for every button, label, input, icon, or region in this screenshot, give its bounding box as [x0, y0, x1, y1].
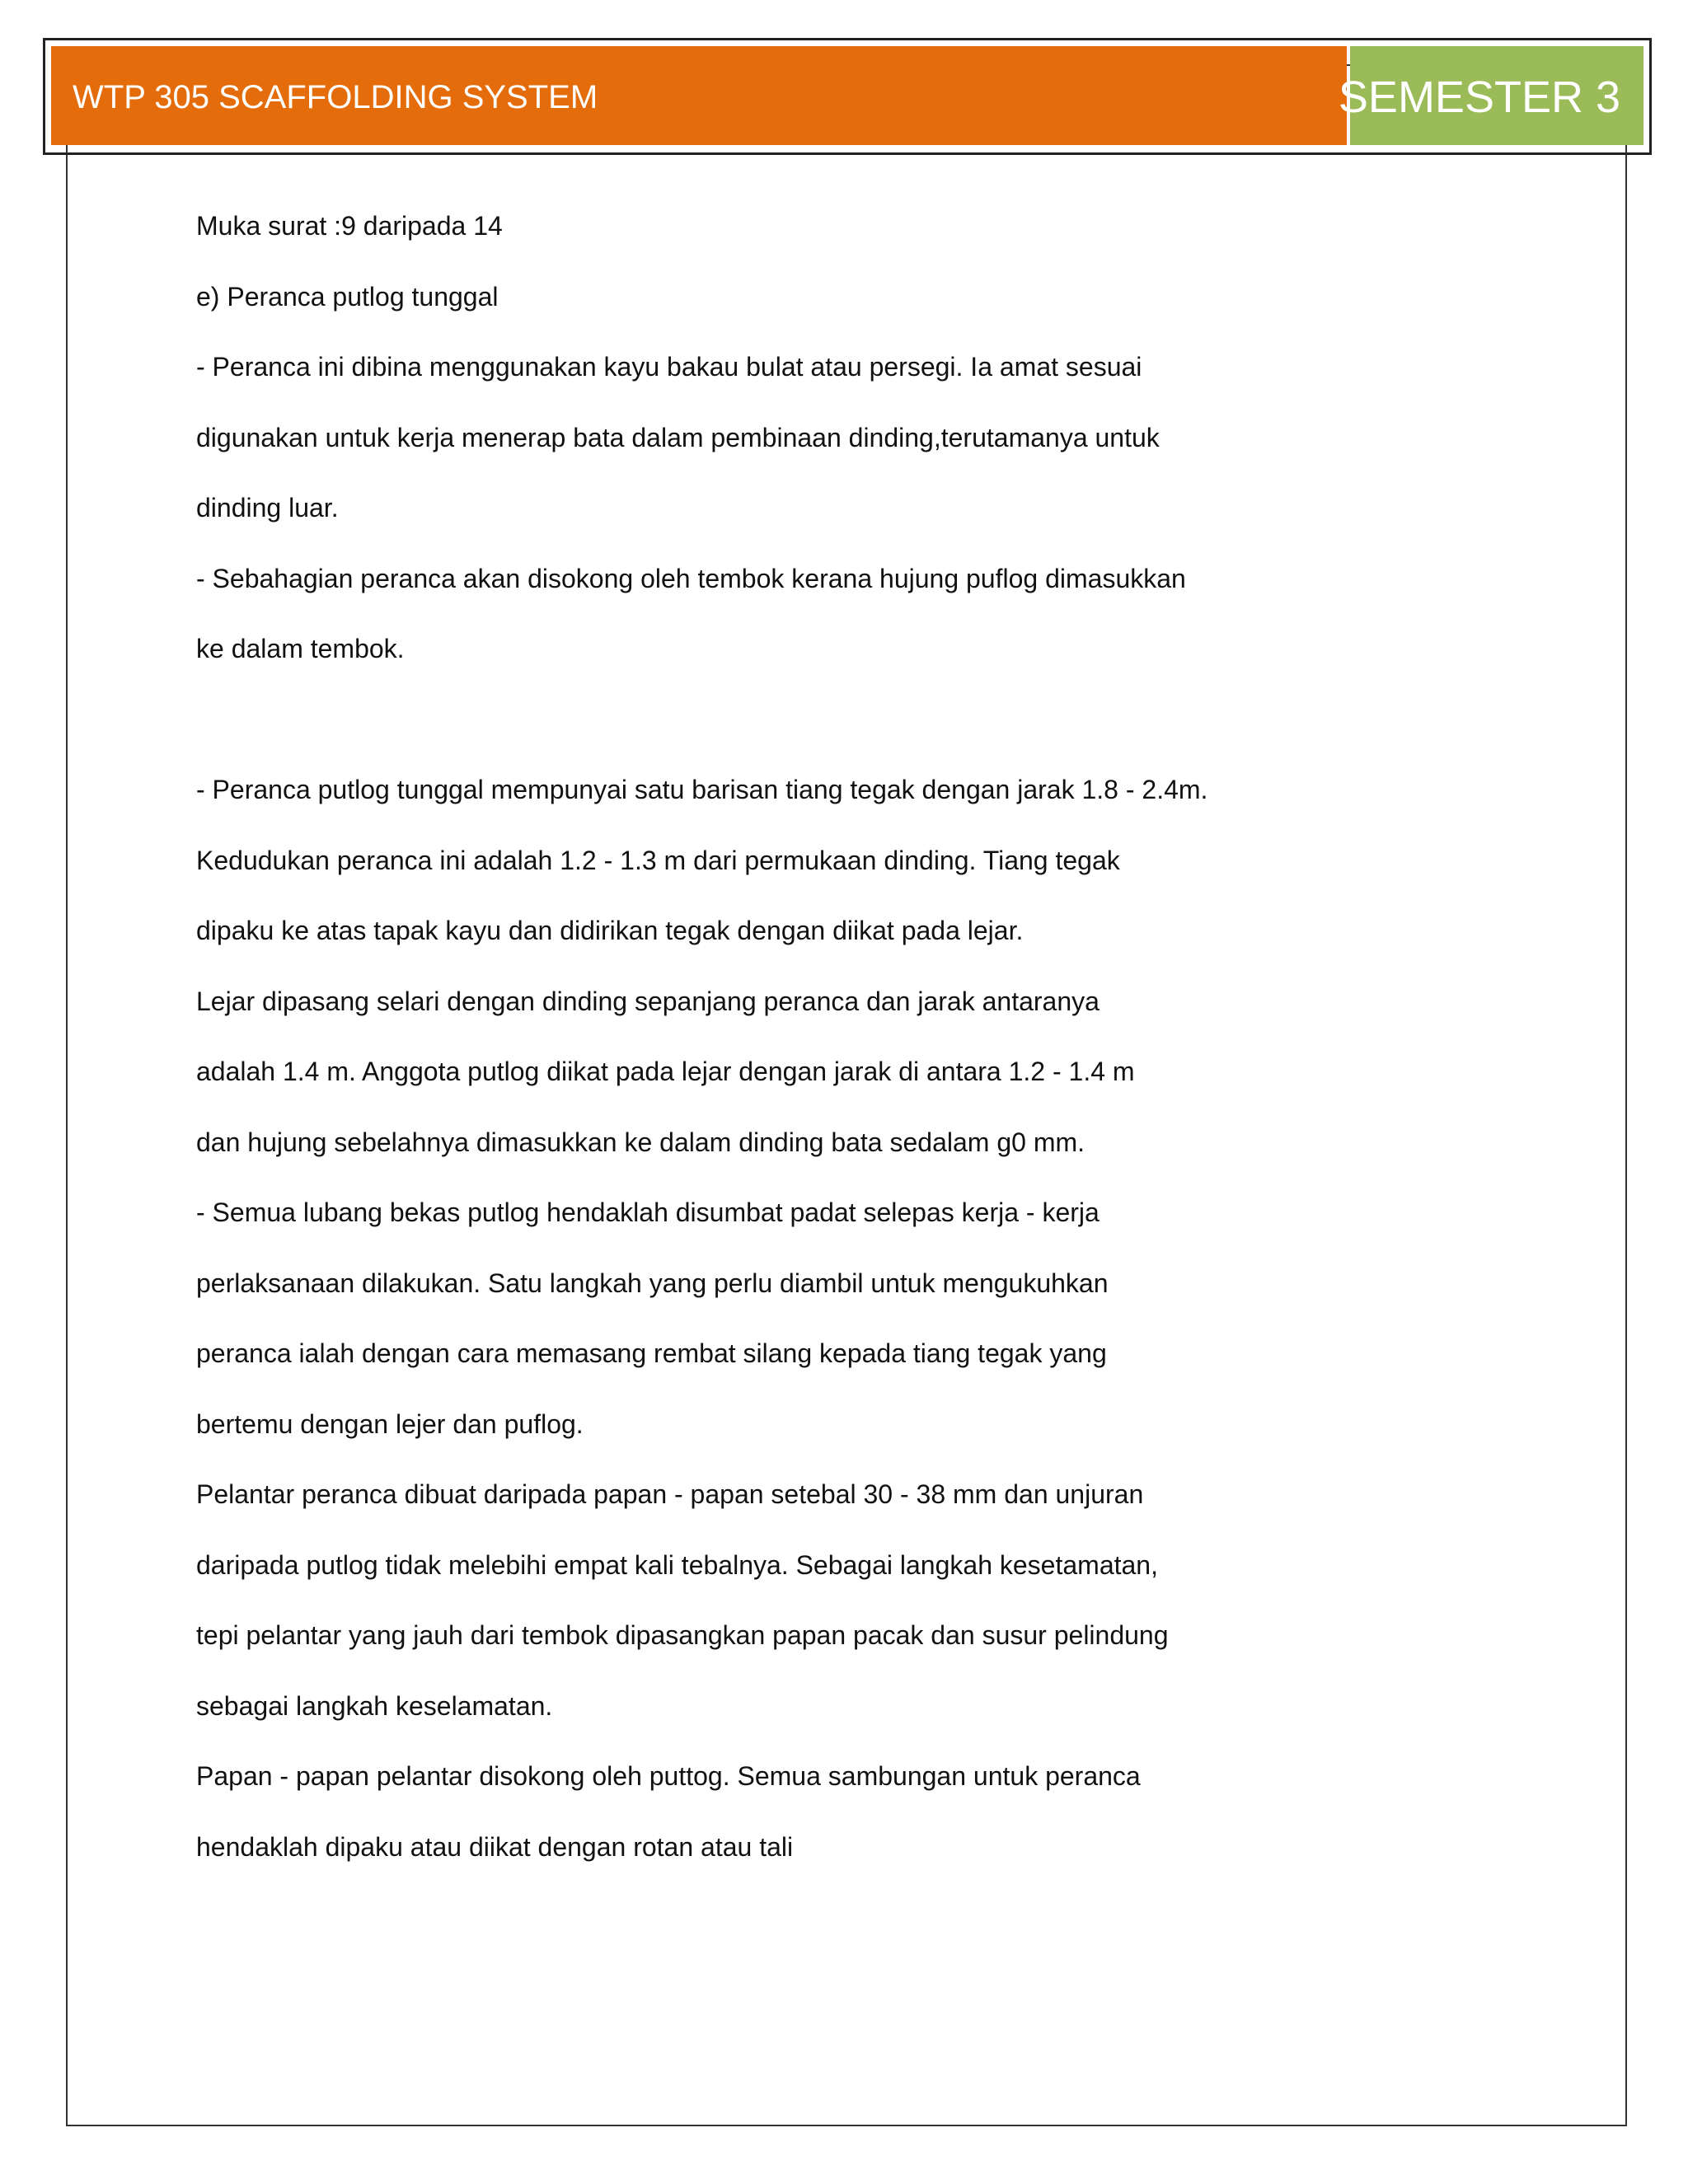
body-line: digunakan untuk kerja menerap bata dalam pembinaan dinding,terutamanya untuk [196, 422, 1160, 452]
body-line: tepi pelantar yang jauh dari tembok dipasangkan papan pacak dan susur pelindung [196, 1620, 1169, 1650]
body-line: dinding luar. [196, 493, 339, 523]
body-line: - Peranca ini dibina menggunakan kayu bakau bulat atau persegi. Ia amat sesuai [196, 352, 1142, 382]
body-line: Papan - papan pelantar disokong oleh puttog. Semua sambungan untuk peranca [196, 1761, 1141, 1791]
body-line: daripada putlog tidak melebihi empat kali tebalnya. Sebagai langkah kesetamatan, [196, 1549, 1158, 1580]
section-heading: e) Peranca putlog tunggal [196, 281, 499, 312]
body-line: - Sebahagian peranca akan disokong oleh tembok kerana hujung puflog dimasukkan [196, 563, 1186, 593]
body-line: ke dalam tembok. [196, 634, 405, 663]
body-line: peranca ialah dengan cara memasang rembat silang kepada tiang tegak yang [196, 1338, 1107, 1368]
document-body [196, 191, 1515, 1882]
header-semester: SEMESTER 3 [1338, 73, 1620, 122]
body-line: perlaksanaan dilakukan. Satu langkah yang perlu diambil untuk mengukuhkan [196, 1268, 1109, 1298]
header-title: WTP 305 SCAFFOLDING SYSTEM [73, 79, 598, 115]
body-line: Pelantar peranca dibuat daripada papan - papan setebal 30 - 38 mm dan unjuran [196, 1479, 1144, 1509]
page-number-line: Muka surat :9 daripada 14 [196, 211, 503, 241]
body-line: - Semua lubang bekas putlog hendaklah disumbat padat selepas kerja - kerja [196, 1197, 1100, 1227]
body-line: - Peranca putlog tunggal mempunyai satu barisan tiang tegak dengan jarak 1.8 - 2.4m. [196, 775, 1208, 804]
body-line: dipaku ke atas tapak kayu dan didirikan tegak dengan diikat pada lejar. [196, 916, 1024, 945]
body-line: Kedudukan peranca ini adalah 1.2 - 1.3 m dari permukaan dinding. Tiang tegak [196, 845, 1120, 875]
body-line: sebagai langkah keselamatan. [196, 1690, 553, 1721]
paragraph-gap [196, 685, 1515, 756]
body-line: dan hujung sebelahnya dimasukkan ke dalam dinding bata sedalam g0 mm. [196, 1127, 1085, 1157]
body-line: Lejar dipasang selari dengan dinding sepanjang peranca dan jarak antaranya [196, 986, 1100, 1016]
body-line: adalah 1.4 m. Anggota putlog diikat pada lejar dengan jarak di antara 1.2 - 1.4 m [196, 1057, 1135, 1086]
body-line: hendaklah dipaku atau diikat dengan rotan atau tali [196, 1831, 794, 1862]
body-line: bertemu dengan lejer dan puflog. [196, 1408, 584, 1439]
